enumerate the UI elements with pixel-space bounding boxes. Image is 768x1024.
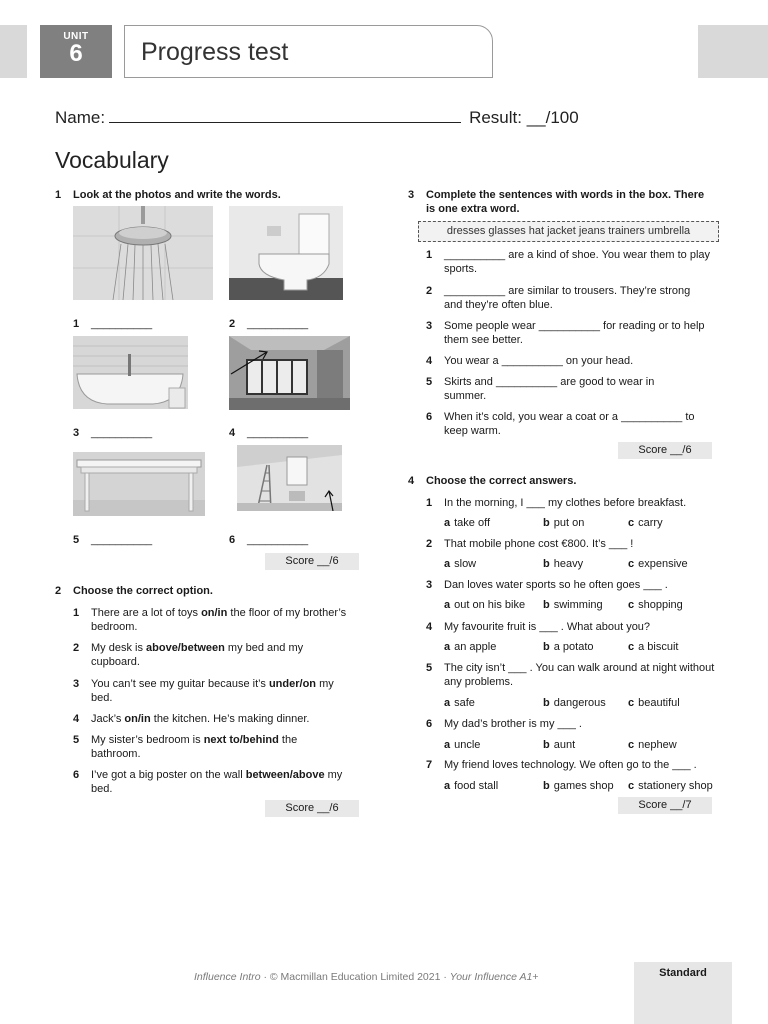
sentence-start: My desk is (91, 642, 147, 654)
corner-tab-right (698, 25, 768, 78)
exercise-3-score: Score __/6 (618, 442, 712, 459)
sentence-end: my bed. (91, 769, 343, 795)
exercise-number: 3 (408, 189, 415, 201)
unit-label: UNIT (63, 31, 89, 42)
ex4-question-3 (426, 578, 716, 592)
item-number: 5 (73, 734, 80, 746)
item-number: 6 (426, 411, 433, 423)
ex3-item-6 (426, 410, 716, 438)
option-c[interactable]: c shopping (628, 599, 683, 611)
photo-caption-6 (229, 534, 308, 546)
exercise-4-heading (408, 474, 708, 488)
sentence-start: Jack’s (91, 713, 125, 725)
ex2-item-4 (73, 712, 368, 726)
item-number: 2 (426, 285, 433, 297)
answer-blank[interactable]: __________ (247, 534, 309, 546)
sentence-end: my bed. (91, 678, 334, 704)
question-text: My favourite fruit is ___ . What about you? (444, 621, 651, 633)
answer-blank[interactable]: __________ (247, 427, 309, 439)
item-number: 7 (426, 759, 433, 771)
photo-caption-1 (73, 318, 152, 330)
sentence-start: You can’t see my guitar because it’s (91, 678, 269, 690)
answer-blank[interactable]: __________ (91, 534, 153, 546)
item-text: Skirts and __________ are good to wear in summer. (444, 376, 655, 402)
option-choice[interactable]: on/in (201, 607, 228, 619)
ex4-question-2 (426, 537, 716, 551)
exercise-number: 1 (55, 189, 62, 201)
option-c[interactable]: c a biscuit (628, 641, 679, 653)
window-room-photo (229, 336, 350, 410)
sentence-start: My sister’s bedroom is (91, 734, 204, 746)
ex2-item-2 (73, 641, 333, 669)
caption-number: 2 (229, 318, 236, 330)
caption-number: 3 (73, 427, 80, 439)
option-a[interactable]: a an apple (444, 641, 497, 653)
exercise-1-heading (55, 188, 355, 202)
exercise-number: 2 (55, 585, 62, 597)
exercise-number: 4 (408, 475, 415, 487)
question-text: Dan loves water sports so he often goes ___ . (444, 579, 668, 591)
option-a[interactable]: a slow (444, 558, 477, 570)
item-number: 5 (426, 662, 433, 674)
option-c[interactable]: c nephew (628, 739, 677, 751)
answer-blank[interactable]: __________ (91, 318, 153, 330)
name-result-row (55, 108, 579, 128)
option-choice[interactable]: on/in (124, 713, 151, 725)
photo-caption-2 (229, 318, 308, 330)
option-b[interactable]: b put on (543, 517, 585, 529)
item-number: 5 (426, 376, 433, 388)
ladder-room-photo (237, 445, 342, 511)
item-number: 6 (73, 769, 80, 781)
ex4-question-7 (426, 758, 726, 772)
item-text: Some people wear __________ for reading or to help them see better. (444, 320, 705, 346)
option-b[interactable]: b swimming (543, 599, 603, 611)
option-b[interactable]: b heavy (543, 558, 584, 570)
option-b[interactable]: b games shop (543, 780, 614, 792)
option-a[interactable]: a uncle (444, 739, 481, 751)
ex4-question-4 (426, 620, 716, 634)
item-text: __________ are a kind of shoe. You wear them to play sports. (444, 249, 711, 275)
item-number: 1 (426, 497, 433, 509)
ex3-item-4 (426, 354, 711, 368)
shower-head-photo (73, 206, 213, 300)
option-b[interactable]: b aunt (543, 739, 576, 751)
bathtub-photo (73, 336, 188, 409)
footer-copyright: · © Macmillan Education Limited 2021 · (260, 971, 450, 983)
question-text: That mobile phone cost €800. It’s ___ ! (444, 538, 634, 550)
item-number: 6 (426, 718, 433, 730)
option-a[interactable]: a safe (444, 697, 475, 709)
exercise-4-score: Score __/7 (618, 797, 712, 814)
item-number: 3 (73, 678, 80, 690)
question-text: In the morning, I ___ my clothes before breakfast. (444, 497, 687, 509)
photo-caption-3 (73, 427, 152, 439)
item-number: 3 (426, 320, 433, 332)
option-a[interactable]: a food stall (444, 780, 499, 792)
table-photo (73, 452, 205, 516)
item-number: 3 (426, 579, 433, 591)
answer-blank[interactable]: __________ (91, 427, 153, 439)
exercise-2-heading (55, 584, 355, 598)
name-label: Name: (55, 108, 106, 127)
ex3-item-5 (426, 375, 676, 403)
word-box: dresses glasses hat jacket jeans trainers umbrella (418, 221, 719, 242)
item-number: 2 (73, 642, 80, 654)
unit-number: 6 (69, 40, 83, 67)
ex4-question-5 (426, 661, 716, 689)
item-text: You wear a __________ on your head. (444, 355, 634, 367)
item-text: __________ are similar to trousers. They’re strong and they’re often blue. (444, 285, 691, 311)
photo-caption-5 (73, 534, 152, 546)
item-number: 4 (73, 713, 80, 725)
question-text: The city isn’t ___ . You can walk around at night without any problems. (444, 662, 715, 688)
question-text: My dad’s brother is my ___ . (444, 718, 582, 730)
ex4-question-1 (426, 496, 716, 510)
item-number: 1 (73, 607, 80, 619)
exercise-instruction: Look at the photos and write the words. (73, 189, 281, 201)
option-choice[interactable]: next to/behind (203, 734, 279, 746)
option-a[interactable]: a out on his bike (444, 599, 526, 611)
exercise-instruction: Choose the correct answers. (426, 475, 577, 487)
option-c[interactable]: c expensive (628, 558, 688, 570)
caption-number: 4 (229, 427, 236, 439)
exercise-1-score: Score __/6 (265, 553, 359, 570)
toilet-photo (229, 206, 343, 300)
question-text: My friend loves technology. We often go to the ___ . (444, 759, 697, 771)
ex3-item-1 (426, 248, 711, 276)
item-number: 4 (426, 355, 433, 367)
exercise-3-heading (408, 188, 708, 216)
caption-number: 5 (73, 534, 80, 546)
section-title: Vocabulary (55, 147, 169, 173)
option-choice[interactable]: above/between (146, 642, 225, 654)
ex3-item-3 (426, 319, 711, 347)
option-a[interactable]: a take off (444, 517, 491, 529)
item-number: 1 (426, 249, 433, 261)
option-choice[interactable]: under/on (268, 678, 317, 690)
footer-level-name: Your Influence A1+ (449, 971, 539, 983)
option-b[interactable]: b dangerous (543, 697, 606, 709)
item-number: 4 (426, 621, 433, 633)
corner-tab-left (0, 25, 27, 78)
option-b[interactable]: b a potato (543, 641, 594, 653)
item-text: When it’s cold, you wear a coat or a __________ to keep warm. (444, 411, 695, 437)
exercise-2-score: Score __/6 (265, 800, 359, 817)
option-c[interactable]: c stationery shop (628, 780, 713, 792)
ex2-item-5 (73, 733, 338, 761)
name-field-line[interactable] (109, 109, 461, 123)
exercise-instruction: Choose the correct option. (73, 585, 213, 597)
sentence-end: my bed and my cupboard. (91, 642, 304, 668)
page-title: Progress test (124, 25, 493, 78)
sentence-end: the floor of my brother’s bedroom. (91, 607, 347, 633)
item-number: 2 (426, 538, 433, 550)
ex2-item-1 (73, 606, 368, 634)
ex3-item-2 (426, 284, 711, 312)
photo-caption-4 (229, 427, 308, 439)
sentence-end: the bathroom. (91, 734, 298, 760)
ex2-item-3 (73, 677, 358, 705)
exercise-instruction: Complete the sentences with words in the box. There is one extra word. (426, 189, 705, 215)
sentence-end: the kitchen. He’s making dinner. (150, 713, 310, 725)
footer-course-name: Influence Intro (194, 971, 261, 983)
answer-blank[interactable]: __________ (247, 318, 309, 330)
unit-badge (40, 25, 112, 78)
ex4-question-6 (426, 717, 716, 731)
sentence-start: I’ve got a big poster on the wall (91, 769, 246, 781)
option-c[interactable]: c beautiful (628, 697, 680, 709)
ex2-item-6 (73, 768, 358, 796)
result-label: Result: __/100 (469, 108, 579, 127)
level-badge: Standard (634, 962, 732, 1024)
option-c[interactable]: c carry (628, 517, 663, 529)
caption-number: 6 (229, 534, 236, 546)
footer-credit (194, 971, 538, 983)
caption-number: 1 (73, 318, 80, 330)
sentence-start: There are a lot of toys (91, 607, 202, 619)
option-choice[interactable]: between/above (245, 769, 325, 781)
